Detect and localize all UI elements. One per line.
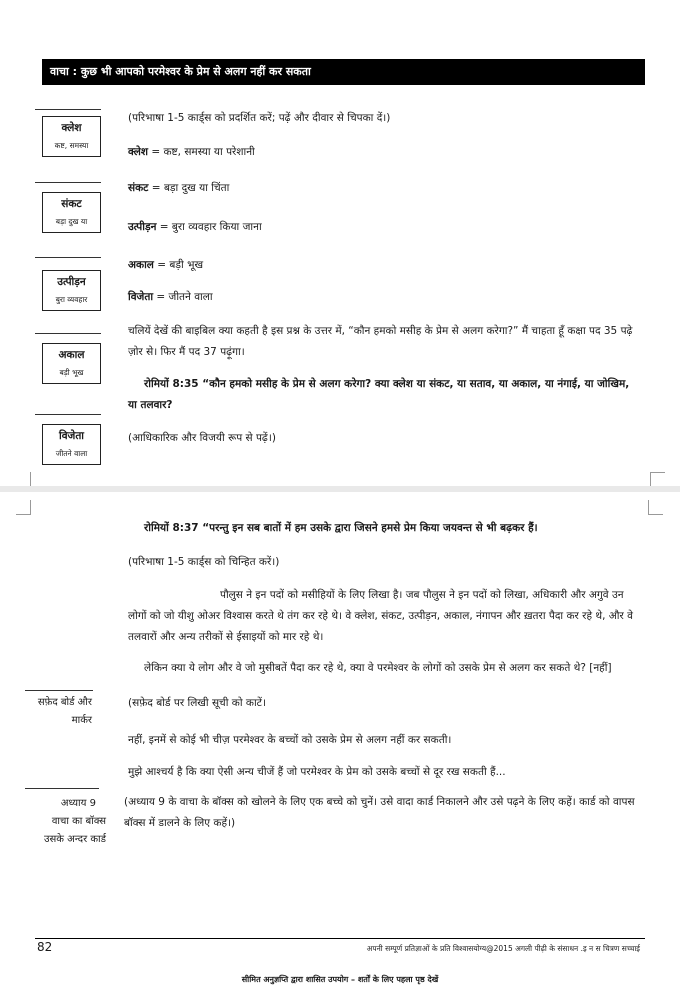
body-paragraph: पौलुस ने इन पदों को मसीहियों के लिए लिखा है। जब पौलुस ने इन पदों को लिखा, अधिकारी और अगुवे उन लोगों को जो यीशु ओअर विश्वास करते थे तंग कर रहे थे। वे क्लेश, संकट, उत्पीड़न, अकाल, नंगापन और ख़तरा पैदा कर रहे थे, और वे तलवारों और अन्य तरीकों से ईसाइयों को मार रहे थे। xyxy=(128,589,633,643)
card-title: विजेता xyxy=(58,430,85,442)
definition-meaning: = कष्ट, समस्या या परेशानी xyxy=(147,146,255,158)
card-title: संकट xyxy=(61,198,82,210)
footer-license: सीमित अनुज्ञप्ति द्वारा शासित उपयोग – शर्तों के लिए पहला पृष्ठ देखें xyxy=(241,975,439,984)
definition-line xyxy=(128,287,213,308)
definition-term: क्लेश xyxy=(128,146,148,158)
verse-reference: रोमियों 8:37 xyxy=(144,522,199,534)
card-subtitle: कष्ट, समस्या xyxy=(54,141,89,150)
footer-rule xyxy=(35,938,645,939)
definition-line xyxy=(128,255,203,276)
definition-card xyxy=(42,343,101,384)
crop-mark xyxy=(648,500,663,515)
crop-mark xyxy=(16,472,31,486)
card-title: अकाल xyxy=(58,349,85,361)
definition-term: विजेता xyxy=(128,291,154,303)
materials-line: वाचा का बॉक्स xyxy=(51,816,106,827)
definition-meaning: = जीतने वाला xyxy=(153,291,213,303)
divider xyxy=(25,690,93,691)
instruction-text: (परिभाषा 1-5 कार्ड्स को चिन्हित करें।) xyxy=(128,556,280,568)
card-subtitle: बड़ा दुख या xyxy=(55,217,88,226)
definition-line xyxy=(128,217,262,238)
crop-mark xyxy=(16,500,31,515)
definition-card xyxy=(42,116,101,157)
body-paragraph: मुझे आश्चर्य है कि क्या ऐसी अन्य चीजें हैं जो परमेश्वर के प्रेम को उसके बच्चों से दूर रख सकती हैं... xyxy=(128,766,506,778)
body-paragraph: नहीं, इनमें से कोई भी चीज़ परमेश्वर के बच्चों को उसके प्रेम से अलग नहीं कर सकती। xyxy=(128,734,452,746)
instruction-text: (परिभाषा 1-5 कार्ड्स को प्रदर्शित करें; पढ़ें और दीवार से चिपका दें।) xyxy=(128,112,391,124)
page-number: 82 xyxy=(37,940,53,954)
divider xyxy=(25,788,99,789)
materials-line: उसके अन्दर कार्ड xyxy=(43,834,106,845)
card-title: उत्पीड़न xyxy=(57,276,86,288)
body-paragraph: चलियें देखें की बाइबिल क्या कहती है इस प्रश्न के उत्तर में, “कौन हमको मसीह के प्रेम से अलग करेगा?” मैं चाहता हूँ कक्षा पद 35 पढ़े ज़ोर से। फिर मैं पद 37 पढ़ूंगा। xyxy=(128,325,633,358)
footer-credit: अपनी सम्पूर्ण प्रतिज्ञाओं के प्रति विश्वासयोग्य@2015 अगली पीढ़ी के संसाधन .इ न स चित्रण सच्चाई xyxy=(366,944,640,953)
verse-text: “कौन हमको मसीह के प्रेम से अलग करेगा? क्या क्लेश या संकट, या सताव, या अकाल, या नंगाई, या जोखिम, या तलवार? xyxy=(128,378,630,411)
definition-card xyxy=(42,192,101,233)
definition-meaning: = बड़ी भूख xyxy=(153,259,204,271)
definition-term: उत्पीड़न xyxy=(128,221,157,233)
definition-term: अकाल xyxy=(128,259,154,271)
definition-line xyxy=(128,178,229,199)
definition-line xyxy=(128,142,255,163)
definition-card xyxy=(42,424,101,465)
divider xyxy=(35,109,101,110)
card-subtitle: बड़ी भूख xyxy=(59,368,84,377)
verse-text: “परन्तु इन सब बातों में हम उसके द्वारा जिसने हमसे प्रेम किया जयवन्त से भी बढ़कर हैं। xyxy=(202,522,538,534)
materials-line: अध्याय 9 xyxy=(60,798,96,809)
card-title: क्लेश xyxy=(61,122,82,134)
page-separator xyxy=(0,486,680,492)
card-subtitle: बुरा व्यवहार xyxy=(55,295,88,304)
definition-meaning: = बड़ा दुख या चिंता xyxy=(148,182,230,194)
crop-mark xyxy=(650,472,665,487)
materials-note xyxy=(20,694,92,730)
definition-meaning: = बुरा व्यवहार किया जाना xyxy=(156,221,262,233)
scripture-verse xyxy=(144,518,538,539)
definition-term: संकट xyxy=(128,182,149,194)
materials-line: मार्कर xyxy=(71,715,92,726)
divider xyxy=(35,414,101,415)
body-paragraph: लेकिन क्या ये लोग और वे जो मुसीबतें पैदा कर रहे थे, क्या वे परमेश्वर के लोगों को उसके प्रेम से अलग कर सकते थे? [नहीं] xyxy=(144,662,612,674)
scripture-verse xyxy=(128,374,640,416)
divider xyxy=(35,333,101,334)
instruction-text: (अध्याय 9 के वाचा के बॉक्स को खोलने के लिए एक बच्चे को चुनें। उसे वादा कार्ड निकालने और उसे पढ़ने के लिए कहें। कार्ड को वापस बॉक्स में डालने के लिए कहें।) xyxy=(124,796,635,829)
verse-reference: रोमियों 8:35 xyxy=(144,378,199,390)
materials-note xyxy=(20,795,106,849)
materials-line: सफ़ेद बोर्ड और xyxy=(37,697,92,708)
instruction-text: (सफ़ेद बोर्ड पर लिखी सूची को काटें। xyxy=(128,697,266,709)
definition-card xyxy=(42,270,101,311)
lesson-title-banner: वाचा : कुछ भी आपको परमेश्वर के प्रेम से अलग नहीं कर सकता xyxy=(42,59,645,85)
divider xyxy=(35,182,101,183)
card-subtitle: जीतने वाला xyxy=(55,449,88,458)
instruction-text: (आधिकारिक और विजयी रूप से पढ़ें।) xyxy=(128,432,276,444)
divider xyxy=(35,257,101,258)
